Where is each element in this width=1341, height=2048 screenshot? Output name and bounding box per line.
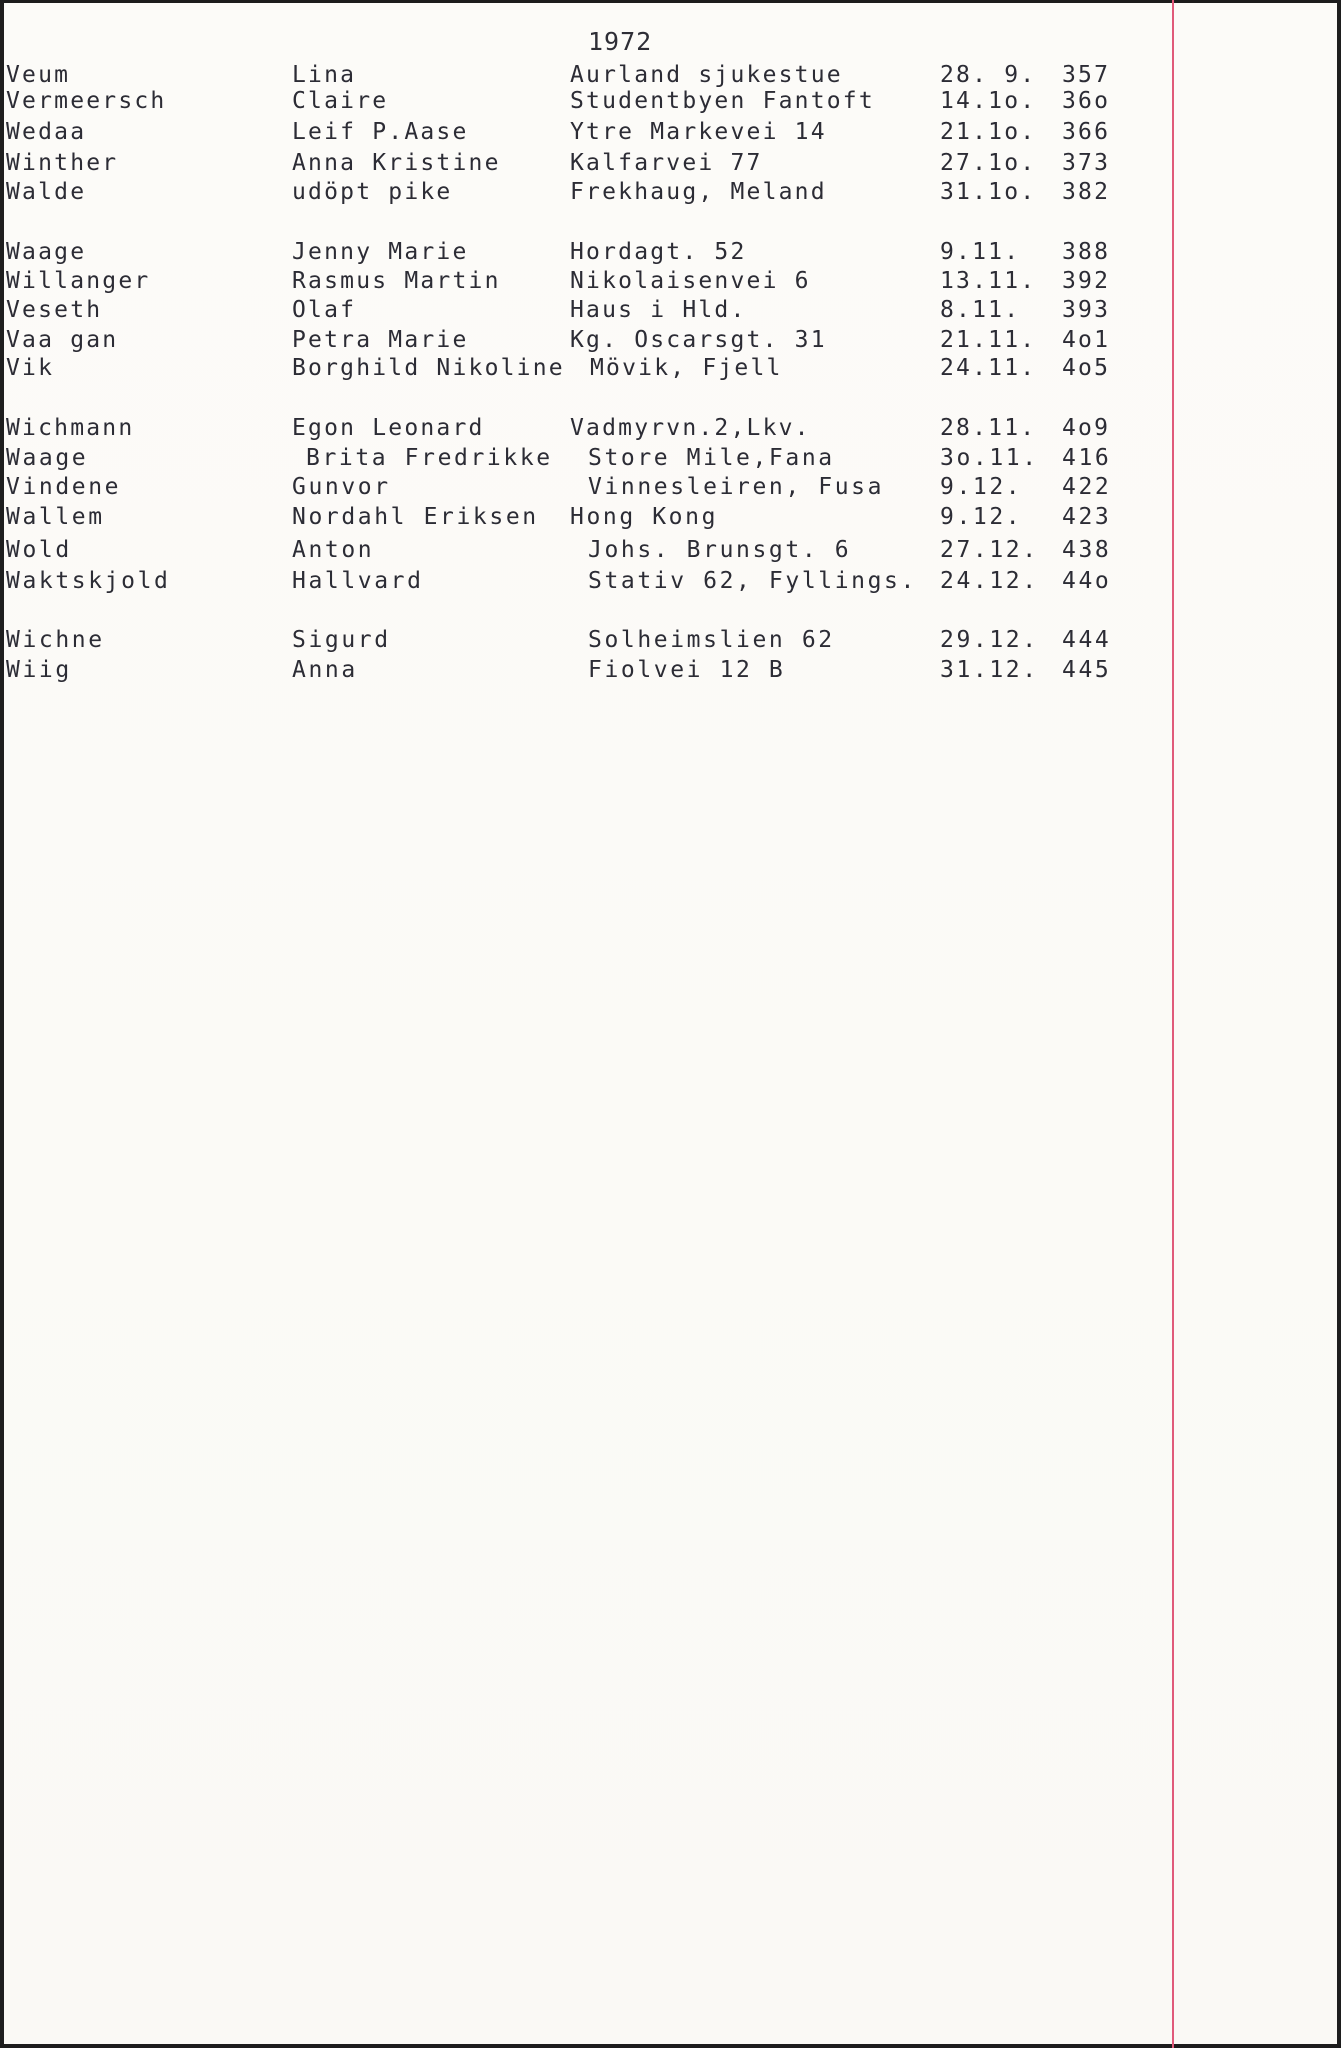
entry-number: 373 bbox=[1062, 150, 1111, 176]
surname: Willanger bbox=[6, 268, 151, 294]
register-row bbox=[0, 177, 1160, 207]
entry-number: 423 bbox=[1062, 504, 1112, 530]
entry-number: 422 bbox=[1062, 474, 1112, 500]
date: 29.12. bbox=[940, 627, 1039, 653]
date: 13.11. bbox=[940, 268, 1037, 294]
card-bottom-edge bbox=[0, 2044, 1341, 2048]
surname: Waage bbox=[6, 239, 87, 265]
surname: Wold bbox=[6, 537, 72, 563]
register-row bbox=[0, 655, 1160, 685]
entry-number: 445 bbox=[1062, 657, 1112, 683]
date: 27.12. bbox=[940, 537, 1039, 563]
entry-number: 357 bbox=[1062, 62, 1111, 88]
given-names: Hallvard bbox=[292, 568, 424, 594]
entry-number: 366 bbox=[1062, 119, 1111, 145]
date: 27.1o. bbox=[940, 150, 1037, 176]
given-names: udöpt pike bbox=[292, 179, 453, 205]
date: 28.11. bbox=[940, 415, 1037, 441]
given-names: Jenny Marie bbox=[292, 239, 469, 265]
surname: Wiig bbox=[6, 657, 72, 683]
address: Haus i Hld. bbox=[570, 297, 747, 323]
surname: Wedaa bbox=[6, 119, 87, 145]
entry-number: 444 bbox=[1062, 627, 1112, 653]
address: Stativ 62, Fyllings. bbox=[588, 568, 917, 594]
address: Johs. Brunsgt. 6 bbox=[588, 537, 852, 563]
given-names: Nordahl Eriksen bbox=[292, 504, 539, 530]
date: 9.12. bbox=[940, 504, 1023, 530]
given-names: Lina bbox=[292, 62, 357, 88]
entry-number: 4o1 bbox=[1062, 327, 1111, 353]
entry-number: 36o bbox=[1062, 88, 1111, 114]
surname: Winther bbox=[6, 150, 119, 176]
surname: Veum bbox=[6, 62, 71, 88]
given-names: Claire bbox=[292, 88, 389, 114]
surname: Walde bbox=[6, 179, 87, 205]
address: Studentbyen Fantoft bbox=[570, 88, 875, 114]
address: Aurland sjukestue bbox=[570, 62, 843, 88]
given-names: Olaf bbox=[292, 297, 357, 323]
entry-number: 4o5 bbox=[1062, 355, 1111, 381]
date: 21.11. bbox=[940, 327, 1037, 353]
register-row bbox=[0, 443, 1160, 473]
register-row bbox=[0, 325, 1160, 355]
date: 9.11. bbox=[940, 239, 1021, 265]
surname: Waktskjold bbox=[6, 568, 171, 594]
surname: Vaa gan bbox=[6, 327, 119, 353]
surname: Wallem bbox=[6, 504, 105, 530]
register-row bbox=[0, 237, 1160, 267]
entry-number: 388 bbox=[1062, 239, 1111, 265]
year-heading: 1972 bbox=[588, 27, 653, 56]
card-top-edge bbox=[0, 0, 1341, 3]
address: Solheimslien 62 bbox=[588, 627, 835, 653]
date: 24.11. bbox=[940, 355, 1037, 381]
given-names: Petra Marie bbox=[292, 327, 469, 353]
surname: Veseth bbox=[6, 297, 103, 323]
entry-number: 392 bbox=[1062, 268, 1111, 294]
register-row bbox=[0, 535, 1160, 565]
surname: Wichmann bbox=[6, 415, 135, 441]
date: 9.12. bbox=[940, 474, 1023, 500]
address: Kalfarvei 77 bbox=[570, 150, 763, 176]
address: Mövik, Fjell bbox=[590, 355, 783, 381]
entry-number: 382 bbox=[1062, 179, 1111, 205]
address: Hordagt. 52 bbox=[570, 239, 747, 265]
surname: Vik bbox=[6, 355, 55, 381]
given-names: Anna bbox=[292, 657, 358, 683]
surname: Vindene bbox=[6, 474, 122, 500]
given-names: Borghild Nikoline bbox=[292, 355, 565, 381]
address: Hong Kong bbox=[570, 504, 719, 530]
register-row bbox=[0, 295, 1160, 325]
register-row bbox=[0, 472, 1160, 502]
register-row bbox=[0, 502, 1160, 532]
address: Frekhaug, Meland bbox=[570, 179, 827, 205]
surname: Vermeersch bbox=[6, 88, 167, 114]
address: Ytre Markevei 14 bbox=[570, 119, 827, 145]
given-names: Leif P.Aase bbox=[292, 119, 469, 145]
given-names: Egon Leonard bbox=[292, 415, 485, 441]
entry-number: 438 bbox=[1062, 537, 1112, 563]
address: Vadmyrvn.2,Lkv. bbox=[570, 415, 811, 441]
register-row bbox=[0, 86, 1160, 116]
register-row bbox=[0, 625, 1160, 655]
address: Nikolaisenvei 6 bbox=[570, 268, 811, 294]
date: 14.1o. bbox=[940, 88, 1037, 114]
entry-number: 4o9 bbox=[1062, 415, 1111, 441]
register-row bbox=[0, 266, 1160, 296]
date: 3o.11. bbox=[940, 445, 1039, 471]
address: Store Mile,Fana bbox=[588, 445, 835, 471]
date: 21.1o. bbox=[940, 119, 1037, 145]
address: Vinnesleiren, Fusa bbox=[588, 474, 885, 500]
date: 31.1o. bbox=[940, 179, 1037, 205]
card-right-edge bbox=[1337, 0, 1341, 2048]
entry-number: 44o bbox=[1062, 568, 1112, 594]
given-names: Anton bbox=[292, 537, 375, 563]
register-row bbox=[0, 148, 1160, 178]
register-row bbox=[0, 117, 1160, 147]
address: Fiolvei 12 B bbox=[588, 657, 786, 683]
register-row bbox=[0, 353, 1160, 383]
date: 24.12. bbox=[940, 568, 1039, 594]
given-names: Rasmus Martin bbox=[292, 268, 501, 294]
date: 8.11. bbox=[940, 297, 1021, 323]
date: 28. 9. bbox=[940, 62, 1037, 88]
given-names: Sigurd bbox=[292, 627, 391, 653]
red-margin-line bbox=[1172, 0, 1174, 2048]
address: Kg. Oscarsgt. 31 bbox=[570, 327, 827, 353]
register-row bbox=[0, 413, 1160, 443]
entry-number: 393 bbox=[1062, 297, 1111, 323]
register-row bbox=[0, 566, 1160, 596]
date: 31.12. bbox=[940, 657, 1039, 683]
given-names: Brita Fredrikke bbox=[306, 445, 553, 471]
surname: Waage bbox=[6, 445, 89, 471]
given-names: Anna Kristine bbox=[292, 150, 501, 176]
surname: Wichne bbox=[6, 627, 105, 653]
entry-number: 416 bbox=[1062, 445, 1112, 471]
given-names: Gunvor bbox=[292, 474, 391, 500]
